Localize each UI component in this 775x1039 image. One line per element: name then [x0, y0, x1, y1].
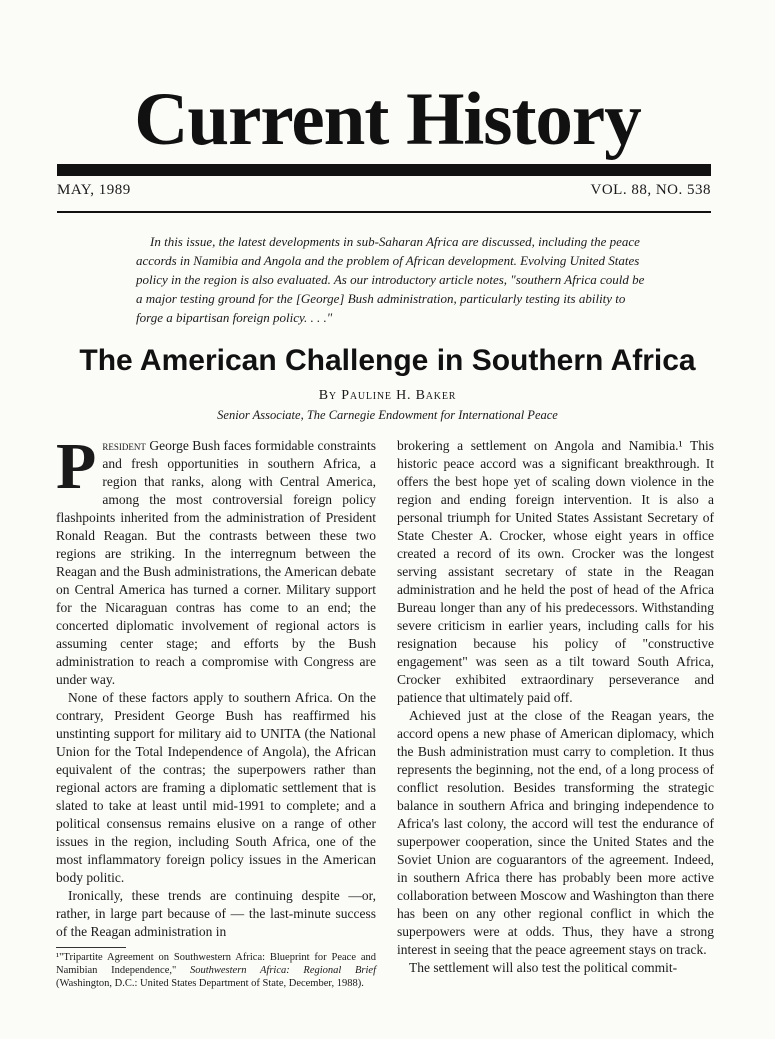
drop-cap: P	[56, 430, 97, 503]
lead-small-caps: resident	[102, 438, 146, 453]
footnote-rule	[56, 947, 126, 948]
issue-date: MAY, 1989	[57, 182, 131, 198]
article-paragraph: The settlement will also test the political commit-	[409, 960, 678, 975]
footnote: ¹"Tripartite Agreement on Southwestern Africa: Blueprint for Peace and Namibian Independence," Southwestern Africa: Regional Brief (Washington, D.C.: United States Department of State, December, 1988).	[56, 952, 376, 989]
article-title: The American Challenge in Southern Africa	[79, 344, 696, 377]
paragraph-text: George Bush faces formidable constraints and fresh opportunities in southern Africa, a region that ranks, along with Central America, among the most controversial foreign policy flashpoints inherited from the administration of President Ronald Reagan. But the contrasts between these two regions are striking. In the interregnum between the Reagan and the Bush administrations, the American debate on Central America has turned a corner. Military support for the Nicaraguan contras has come to an end; the concerted diplomatic involvement of regional actors is assuming center stage; and efforts by the Bush administration to reach a compromise with Congress are under way.	[56, 438, 376, 687]
article-column-right	[397, 437, 714, 977]
header-rule	[57, 211, 711, 213]
article-paragraph: Achieved just at the close of the Reagan years, the accord opens a new phase of American diplomacy, which the Bush administration must carry to completion. It thus represents the beginning, not the end, of a long process of conflict resolution. Besides transforming the strategic balance in southern Africa and bringing independence to Africa's last colony, the accord will test the endurance of superpower cooperation, since the United States and the Soviet Union are coguarantors of the agreement. Indeed, in southern Africa there has probably been more active collaboration between Moscow and Washington than there has been on any other regional conflict in which the superpowers were at odds. Thus, they have a strong interest in seeing that the peace agreement stays on track.	[397, 708, 714, 957]
article-paragraph: None of these factors apply to southern Africa. On the contrary, President George Bush has reaffirmed his unstinting support for military aid to UNITA (the National Union for the Total Independence of Angola), the African equivalent of the contras; the superpowers rather than regional actors are framing a diplomatic settlement that is slated to take at least until mid-1991 to complete; and a political consensus remains elusive on a range of other issues in the region, including South Africa, one of the most inflammatory foreign policy issues in the American body politic.	[56, 690, 376, 885]
article-byline: By Pauline H. Baker	[318, 388, 457, 403]
article-column-left	[56, 430, 376, 990]
author-affiliation: Senior Associate, The Carnegie Endowment for International Peace	[217, 408, 558, 422]
article-paragraph: brokering a settlement on Angola and Namibia.¹ This historic peace accord was a significant breakthrough. It offers the best hope yet of scaling down violence in the region and ending foreign intervention. It is also a personal triumph for United States Assistant Secretary of State Chester A. Crocker, whose eight years in office created a record of its own. Crocker was the longest serving assistant secretary of state in the Reagan administration and he held the post of head of the Africa Bureau longer than any of his predecessors. Withstanding severe criticism in earlier years, including calls for his resignation because his policy of "constructive engagement" was seen as a tilt toward South Africa, Crocker exhibited extraordinary perseverance and patience that ultimately paid off.	[397, 438, 714, 705]
issue-volume: VOL. 88, NO. 538	[590, 182, 711, 198]
issue-intro: In this issue, the latest developments in sub-Saharan Africa are discussed, including the peace accords in Namibia and Angola and the problem of African development. Evolving United States policy in the region is also evaluated. As our introductory article notes, "southern Africa could be a major testing ground for the [George] Bush administration, particularly testing its ability to forge a bipartisan foreign policy. . . ."	[136, 234, 645, 325]
masthead-title: Current History	[134, 78, 641, 161]
article-paragraph: Ironically, these trends are continuing despite —or, rather, in large part because of — the last-minute success of the Reagan administration in	[56, 888, 376, 939]
masthead-rule	[57, 164, 711, 176]
article-paragraph	[56, 430, 376, 689]
